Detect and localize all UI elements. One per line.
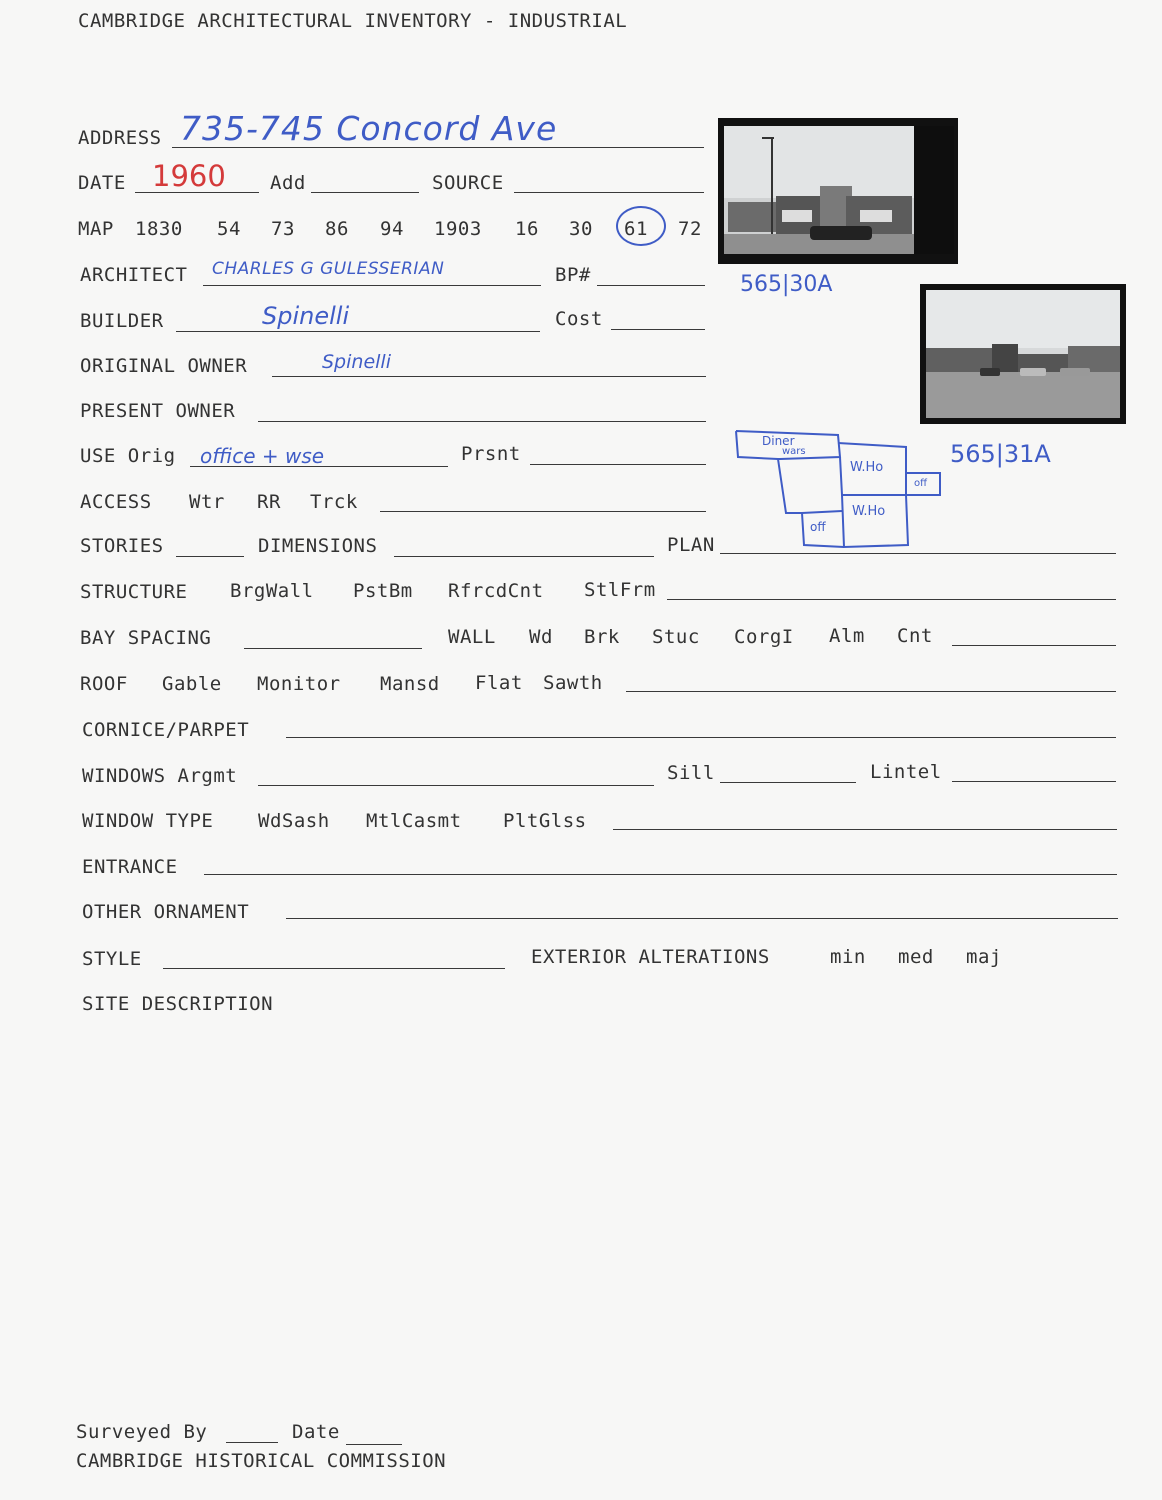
- source-label: SOURCE: [432, 172, 504, 194]
- form-header: CAMBRIDGE ARCHITECTURAL INVENTORY - INDUSTRIAL: [78, 10, 628, 32]
- original-owner-label: ORIGINAL OWNER: [80, 355, 248, 377]
- stories-label: STORIES: [80, 535, 164, 557]
- windows-line: [258, 785, 654, 786]
- plan-label-wars: wars: [782, 446, 806, 457]
- roof-option-gable: Gable: [162, 673, 222, 695]
- lintel-line: [952, 781, 1116, 782]
- cost-label: Cost: [555, 308, 603, 330]
- dimensions-line: [394, 556, 654, 557]
- roof-label: ROOF: [80, 673, 128, 695]
- wall-option-cnt: Cnt: [897, 625, 933, 647]
- access-option-trck: Trck: [310, 491, 358, 513]
- stories-line: [176, 556, 244, 557]
- exterior-alterations-label: EXTERIOR ALTERATIONS: [531, 946, 770, 968]
- present-owner-label: PRESENT OWNER: [80, 400, 236, 422]
- map-year-1830: 1830: [135, 218, 183, 240]
- add-line: [311, 192, 419, 193]
- structure-option-brgwall: BrgWall: [230, 580, 314, 602]
- window-type-label: WINDOW TYPE: [82, 810, 214, 832]
- surveyed-by-line: [226, 1442, 278, 1443]
- lintel-label: Lintel: [870, 761, 942, 783]
- window-type-option-mtlcasmt: MtlCasmt: [366, 810, 462, 832]
- add-label: Add: [270, 172, 306, 194]
- original-owner-line: [272, 376, 706, 377]
- map-label: MAP: [78, 218, 114, 240]
- builder-line: [176, 331, 540, 332]
- building-photo-1: [718, 118, 958, 264]
- cornice-line: [286, 737, 1116, 738]
- plan-label-who-2: W.Ho: [852, 504, 886, 519]
- wall-option-alm: Alm: [829, 625, 865, 647]
- other-ornament-label: OTHER ORNAMENT: [82, 901, 250, 923]
- windows-label: WINDOWS Argmt: [82, 765, 238, 787]
- structure-option-pstbm: PstBm: [353, 580, 413, 602]
- bay-spacing-line: [244, 648, 422, 649]
- exterior-alterations-option-min: min: [830, 946, 866, 968]
- commission-name: CAMBRIDGE HISTORICAL COMMISSION: [76, 1450, 447, 1472]
- date-value: 1960: [152, 159, 226, 193]
- exterior-alterations-option-med: med: [898, 946, 934, 968]
- use-value: office + wse: [200, 444, 325, 468]
- survey-date-line: [346, 1444, 402, 1445]
- map-year-94: 94: [380, 218, 404, 240]
- address-value: 735-745 Concord Ave: [180, 109, 558, 148]
- plan-label-diner: Diner: [762, 434, 795, 448]
- original-owner-value: Spinelli: [322, 351, 391, 373]
- photo-2-caption: 565|31A: [950, 440, 1051, 468]
- date-label: DATE: [78, 172, 126, 194]
- present-owner-line: [258, 421, 706, 422]
- sill-line: [720, 782, 856, 783]
- other-ornament-line: [286, 918, 1118, 919]
- map-year-16: 16: [515, 218, 539, 240]
- structure-label: STRUCTURE: [80, 581, 188, 603]
- building-photo-2: [920, 284, 1126, 424]
- wall-option-wd: Wd: [529, 626, 553, 648]
- sill-label: Sill: [667, 762, 715, 784]
- structure-option-rfrcdcnt: RfrcdCnt: [448, 580, 544, 602]
- bp-label: BP#: [555, 264, 591, 286]
- style-label: STYLE: [82, 948, 142, 970]
- map-year-30: 30: [569, 218, 593, 240]
- wall-label: WALL: [448, 626, 496, 648]
- plan-label: PLAN: [667, 534, 715, 556]
- surveyed-by-label: Surveyed By: [76, 1421, 208, 1443]
- access-label: ACCESS: [80, 491, 152, 513]
- plan-label-off-1: off: [914, 478, 928, 489]
- map-selected-circle: [616, 206, 666, 246]
- site-description-label: SITE DESCRIPTION: [82, 993, 274, 1015]
- exterior-alterations-option-maj: maj: [966, 946, 1002, 968]
- roof-option-monitor: Monitor: [257, 673, 341, 695]
- wall-option-corgi: CorgI: [734, 626, 794, 648]
- survey-date-label: Date: [292, 1421, 340, 1443]
- address-label: ADDRESS: [78, 127, 162, 149]
- window-type-line: [613, 829, 1117, 830]
- roof-option-sawth: Sawth: [543, 672, 603, 694]
- entrance-label: ENTRANCE: [82, 856, 178, 878]
- wall-option-stuc: Stuc: [652, 626, 700, 648]
- present-use-label: Prsnt: [461, 443, 521, 465]
- plan-label-off-2: off: [810, 520, 826, 534]
- dimensions-label: DIMENSIONS: [258, 535, 378, 557]
- builder-label: BUILDER: [80, 310, 164, 332]
- structure-line: [667, 599, 1116, 600]
- present-use-line: [530, 464, 706, 465]
- map-year-61: 61: [624, 218, 648, 240]
- structure-option-stlfrm: StlFrm: [584, 579, 656, 601]
- map-year-1903: 1903: [434, 218, 482, 240]
- roof-line: [626, 691, 1116, 692]
- photo-1-caption: 565|30A: [740, 272, 833, 297]
- window-type-option-wdsash: WdSash: [258, 810, 330, 832]
- use-label: USE Orig: [80, 445, 176, 467]
- roof-option-mansd: Mansd: [380, 673, 440, 695]
- access-line: [380, 511, 706, 512]
- cornice-label: CORNICE/PARPET: [82, 719, 250, 741]
- bay-spacing-label: BAY SPACING: [80, 627, 212, 649]
- source-line: [514, 192, 704, 193]
- map-year-54: 54: [217, 218, 241, 240]
- wall-line: [952, 645, 1116, 646]
- map-year-86: 86: [325, 218, 349, 240]
- map-year-72: 72: [678, 218, 702, 240]
- plan-sketch: [730, 425, 950, 555]
- architect-line: [203, 285, 541, 286]
- window-type-option-pltglss: PltGlss: [503, 810, 587, 832]
- architect-value: CHARLES G GULESSERIAN: [212, 259, 445, 279]
- architect-label: ARCHITECT: [80, 264, 188, 286]
- wall-option-brk: Brk: [584, 626, 620, 648]
- entrance-line: [204, 874, 1117, 875]
- builder-value: Spinelli: [262, 302, 350, 330]
- access-option-rr: RR: [257, 491, 281, 513]
- bp-line: [597, 285, 705, 286]
- plan-label-who-1: W.Ho: [850, 460, 884, 475]
- style-line: [163, 968, 505, 969]
- access-option-wtr: Wtr: [189, 491, 225, 513]
- roof-option-flat: Flat: [475, 672, 523, 694]
- map-year-73: 73: [271, 218, 295, 240]
- cost-line: [611, 329, 705, 330]
